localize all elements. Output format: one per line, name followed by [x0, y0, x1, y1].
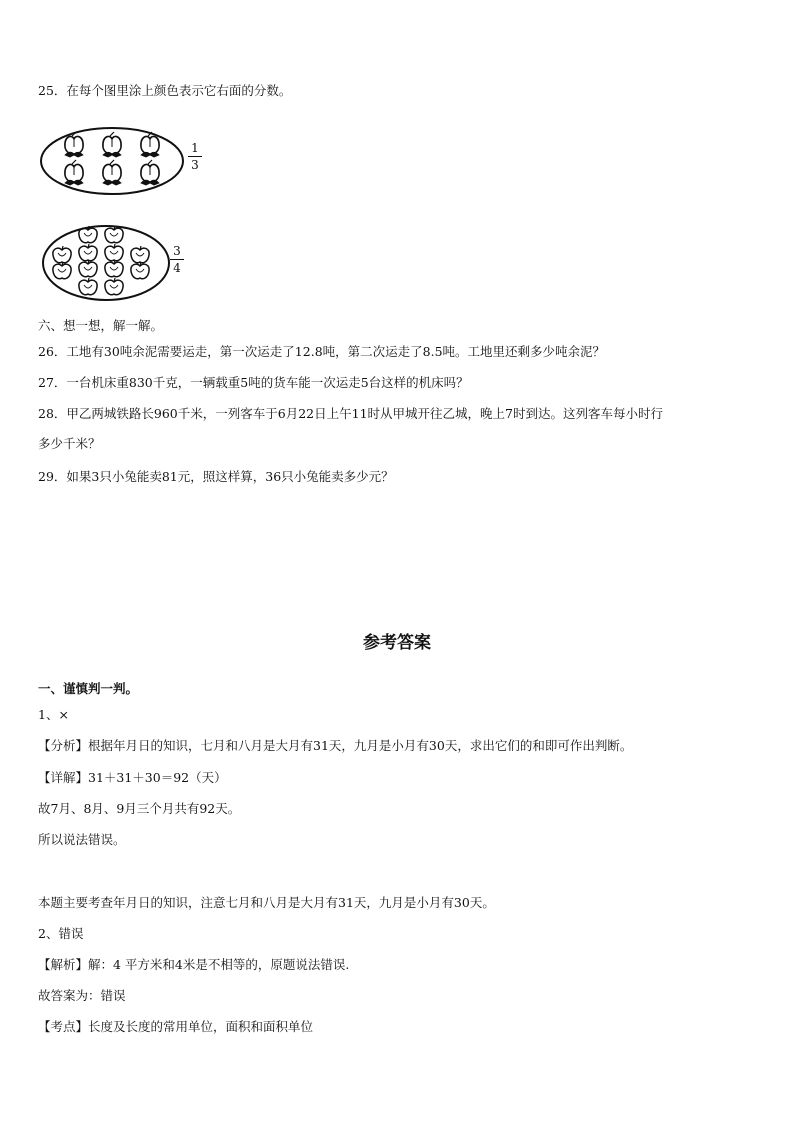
answers-title: 参考答案: [363, 633, 431, 653]
peach-icon: [141, 160, 159, 185]
answer-1-note: 本题主要考查年月日的知识，注意七月和八月是大月有31天，九月是小月有30天。: [38, 895, 495, 910]
apple-icon: [53, 262, 71, 279]
peach-icon: [103, 160, 121, 185]
answer-1-line-4: 所以说法错误。: [38, 832, 126, 847]
apple-icon: [79, 226, 97, 243]
answer-2-analysis: 【解析】解：4 平方米和4米是不相等的，原题说法错误.: [38, 957, 350, 972]
answer-1-line-3: 故7月、8月、9月三个月共有92天。: [38, 801, 241, 816]
apple-icon: [105, 244, 123, 261]
apple-icon: [79, 260, 97, 277]
apple-icon: [79, 244, 97, 261]
answers-section-1: 一、谨慎判一判。: [38, 681, 139, 696]
question-29: 29．如果3只小兔能卖81元，照这样算，36只小兔能卖多少元？: [38, 469, 394, 484]
apple-icon: [53, 246, 71, 263]
question-28-line-2: 多少千米？: [38, 436, 101, 451]
apple-icon: [105, 278, 123, 295]
apple-icon: [105, 260, 123, 277]
apple-icon: [131, 262, 149, 279]
question-26: 26．工地有30吨余泥需要运走，第一次运走了12.8吨，第二次运走了8.5吨。工地里还剩多少吨余泥？: [38, 344, 606, 359]
apple-icon: [79, 278, 97, 295]
fraction-one-third: 1 3: [188, 141, 202, 172]
answer-2-answer: 故答案为：错误: [38, 988, 126, 1003]
peach-figure: [38, 122, 188, 202]
question-25: 25．在每个图里涂上颜色表示它右面的分数。: [38, 83, 292, 98]
answer-2-label: 2、错误: [38, 926, 84, 941]
answer-2-point: 【考点】长度及长度的常用单位，面积和面积单位: [38, 1019, 314, 1034]
apple-figure: [40, 223, 175, 303]
fraction-three-quarters: 3 4: [170, 244, 184, 275]
question-27: 27．一台机床重830千克，一辆载重5吨的货车能一次运走5台这样的机床吗？: [38, 375, 469, 390]
apple-icon: [105, 226, 123, 243]
peach-icon: [103, 132, 121, 157]
answer-1-label: 1、×: [38, 707, 69, 722]
answer-1-analysis: 【分析】根据年月日的知识，七月和八月是大月有31天，九月是小月有30天，求出它们的和即可作出判断。: [38, 738, 633, 753]
question-28-line-1: 28．甲乙两城铁路长960千米，一列客车于6月22日上午11时从甲城开往乙城，晚上7时到达。这列客车每小时行: [38, 406, 663, 421]
answer-1-detail: 【详解】31＋31＋30＝92（天）: [38, 770, 227, 785]
peach-icon: [65, 160, 83, 185]
section-6-heading: 六、想一想，解一解。: [38, 318, 164, 333]
apple-icon: [131, 246, 149, 263]
